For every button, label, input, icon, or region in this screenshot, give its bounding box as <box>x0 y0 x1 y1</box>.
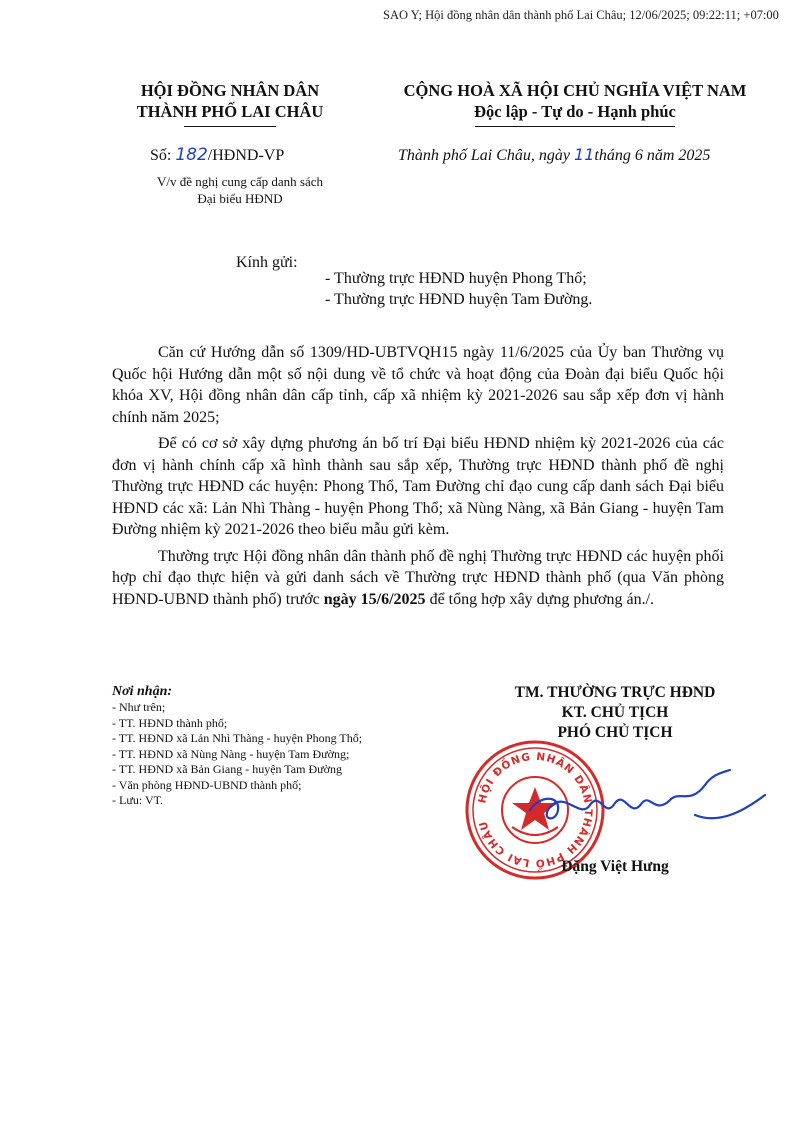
signer-name: Đặng Việt Hưng <box>561 858 669 875</box>
motto-underline <box>475 126 675 127</box>
sign-line-2: KT. CHỦ TỊCH <box>561 704 669 721</box>
body-paragraph-2: Để có cơ sở xây dựng phương án bố trí Đại biểu HĐND nhiệm kỳ 2021-2026 của các đơn vị hành chính cấp xã hình thành sau sắp xếp, Thường trực HĐND thành phố đề nghị Thường trực HĐND các huyện: Phong Thổ, Tam Đường chỉ đạo cung cấp danh sách Đại biểu HĐND các xã: Lản Nhì Thàng - huyện Phong Thổ; xã Nùng Nàng, xã Bản Giang - huyện Tam Đường nhiệm kỳ 2021-2026 theo biểu mẫu gửi kèm. <box>112 435 724 538</box>
p3-text-before: Thường trực Hội đồng nhân dân thành phố đề nghị Thường trực HĐND các huyện phối hợp chỉ đạo thực hiện và gửi danh sách về Thường trực HĐND thành phố (qua Văn phòng HĐND-UBND thành phố) trước <box>112 547 724 608</box>
national-title: CỘNG HOÀ XÃ HỘI CHỦ NGHĨA VIỆT NAM <box>403 81 747 100</box>
distribution-title: Nơi nhận: <box>112 684 173 699</box>
document-number <box>150 145 284 165</box>
national-header <box>365 80 785 127</box>
national-motto: Độc lập - Tự do - Hạnh phúc <box>474 102 676 121</box>
body-paragraph-3 <box>112 546 724 611</box>
recipient-item: - Thường trực HĐND huyện Phong Thổ; <box>325 270 587 287</box>
greeting: Kính gửi: <box>236 254 298 271</box>
sign-line-1: TM. THƯỜNG TRỰC HĐND <box>514 684 716 701</box>
recipient-item: - Thường trực HĐND huyện Tam Đường. <box>325 291 593 308</box>
date-day-handwritten: 11 <box>574 145 595 164</box>
sign-line-3: PHÓ CHỦ TỊCH <box>557 724 673 741</box>
place-date-after: tháng 6 năm 2025 <box>594 147 711 164</box>
recipient-list <box>325 268 592 310</box>
distribution-item: - Như trên; <box>112 700 166 714</box>
subject-line-1: V/v đề nghị cung cấp danh sách <box>156 174 324 189</box>
body-paragraph-1: Căn cứ Hướng dẫn số 1309/HD-UBTVQH15 ngày 11/6/2025 của Ủy ban Thường vụ Quốc hội Hướng dẫn một số nội dung về tổ chức và hoạt động của Đoàn đại biểu Quốc hội khóa XV, Hội đồng nhân dân cấp tỉnh, cấp xã nhiệm kỳ 2021-2026 sau sắp xếp đơn vị hành chính năm 2025; <box>112 344 724 426</box>
p3-deadline: ngày 15/6/2025 <box>323 590 426 608</box>
handwritten-signature-icon <box>520 765 770 845</box>
p3-text-after: để tổng hợp xây dựng phương án./. <box>425 590 655 608</box>
issuer-underline <box>184 126 276 127</box>
digital-copy-stamp: SAO Y; Hội đồng nhân dân thành phố Lai Châu; 12/06/2025; 09:22:11; +07:00 <box>383 8 779 22</box>
subject-line-2: Đại biểu HĐND <box>197 191 283 206</box>
distribution-item: - Lưu: VT. <box>112 793 164 807</box>
issuer-line-1: HỘI ĐỒNG NHÂN DÂN <box>140 81 320 100</box>
distribution-list <box>112 683 452 809</box>
distribution-item: - Văn phòng HĐND-UBND thành phố; <box>112 777 302 792</box>
place-date-before: Thành phố Lai Châu, ngày <box>398 147 575 164</box>
issuer-line-2: THÀNH PHỐ LAI CHÂU <box>136 102 324 121</box>
doc-number-suffix: /HĐND-VP <box>207 147 285 164</box>
document-subject <box>140 173 340 207</box>
place-and-date <box>398 145 710 165</box>
distribution-item: - TT. HĐND xã Lản Nhì Thàng - huyện Phong Thổ; <box>112 731 363 745</box>
letter-body <box>112 342 724 615</box>
doc-number-handwritten: 182 <box>175 145 208 165</box>
distribution-item: - TT. HĐND thành phố; <box>112 715 228 730</box>
signature-authority <box>470 683 760 743</box>
issuer-header <box>100 80 360 127</box>
distribution-item: - TT. HĐND xã Bản Giang - huyện Tam Đường <box>112 762 342 776</box>
distribution-item: - TT. HĐND xã Nùng Nàng - huyện Tam Đường; <box>112 746 350 761</box>
doc-number-prefix: Số: <box>150 147 172 164</box>
seal-text: HỘI ĐỒNG NHÂN DÂN THÀNH PHỐ LAI CHÂU <box>476 750 595 870</box>
